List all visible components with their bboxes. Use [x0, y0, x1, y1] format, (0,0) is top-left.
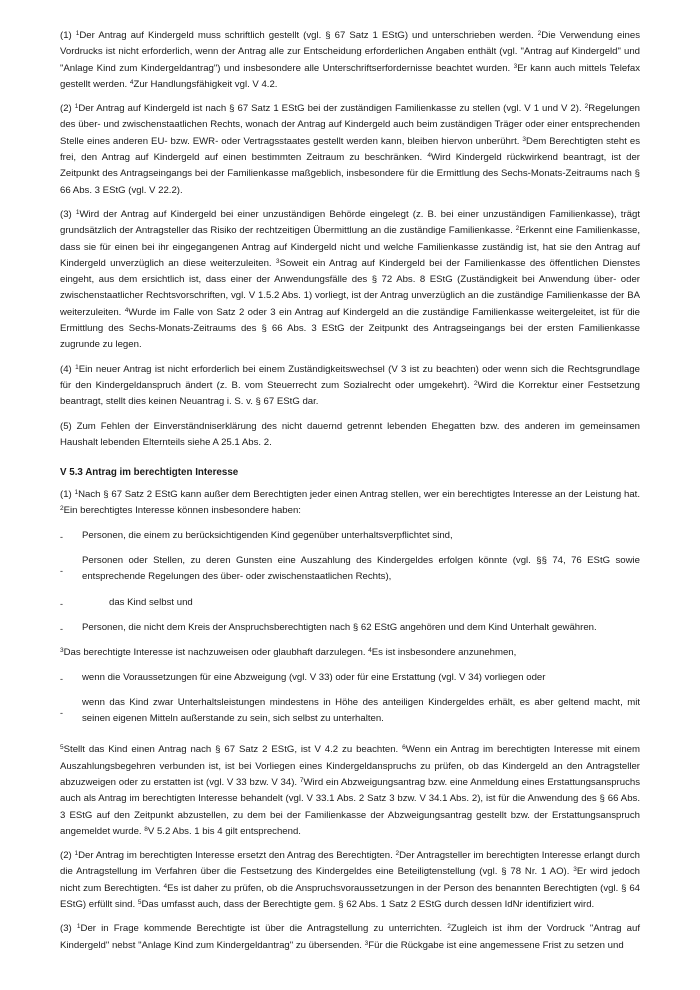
sentence-number: 6	[402, 744, 406, 752]
text-run: (1)	[60, 30, 76, 41]
dash-bullet-icon: -	[60, 623, 63, 634]
section-heading: V 5.3 Antrag im berechtigten Interesse	[60, 467, 239, 479]
text-run: (2)	[60, 850, 75, 862]
dash-bullet-icon: -	[60, 598, 63, 609]
sentence-number: 2	[537, 30, 542, 37]
sentence-number: 4	[129, 78, 134, 86]
dash-bullet-icon: -	[60, 707, 63, 718]
sentence-number: 1	[74, 489, 79, 497]
paragraph	[60, 645, 640, 661]
text-run: Das berechtigte Interesse ist nachzuweisen oder glaubhaft darzulegen.	[63, 647, 369, 659]
dash-bullet-icon: -	[60, 566, 63, 577]
text-run: Personen, die nicht dem Kreis der Anspruchsberechtigten nach § 62 EStG angehören und dem Kind Unterhalt gewähren.	[82, 621, 597, 633]
text-run: Soweit ein Antrag auf Kindergeld bei der Familienkasse des öffentlichen Dienstes eingeht, aus dem ersichtlich ist, dass einer der Anwendungsfälle des § 72 Abs. 8 EStG (Zuständigkeit bei Anwendung über- oder zwischenstaatlicher Rechtsvorschriften, vgl. V 1.5.2 Abs. 1) vorliegt, ist der Antrag unverzüglich an die zuständige Familienkasse der BA weiterzuleiten.	[60, 257, 640, 318]
sentence-number: 2	[515, 225, 520, 233]
sentence-number: 3	[513, 62, 518, 70]
sentence-number: 4	[124, 306, 129, 314]
text-run: Dem Berechtigten steht es frei, den Antrag auf Kindergeld auf einen bestimmten Zeitraum zu beschränken.	[60, 135, 640, 164]
text-run: (1)	[60, 489, 75, 501]
paragraph	[60, 742, 640, 840]
text-run: (2)	[60, 103, 75, 115]
sentence-number: 4	[163, 882, 168, 890]
text-run: wenn das Kind zwar Unterhaltsleistungen mindestens in Höhe des anteiligen Kindergeldes erhält, es aber geltend macht, mit seinen eigenen Mitteln außerstande zu sein, sich selbst zu unterhalten.	[82, 696, 640, 725]
paragraph	[60, 487, 640, 520]
list-item	[60, 695, 640, 728]
sentence-number: 3	[60, 647, 64, 655]
sentence-number: 2	[395, 850, 400, 858]
text-run: Die Verwendung eines Vordrucks ist nicht erforderlich, wenn der Antrag alle zur Entscheidung erforderlichen Angaben enthält (vgl. "Antrag auf Kindergeld" und "Anlage Kind zum Kindergeldantrag") und insbesondere alle Unterschriftserfordernisse beachtet wurden.	[60, 30, 640, 74]
paragraph	[60, 419, 640, 452]
sentence-number: 2	[584, 103, 589, 111]
text-run: (3)	[60, 208, 76, 220]
text-run: Der Antrag auf Kindergeld ist nach § 67 Satz 1 EStG bei der zuständigen Familienkasse zu stellen (vgl. V 1 und V 2).	[78, 103, 585, 115]
text-run: Wurde im Falle von Satz 2 oder 3 ein Antrag auf Kindergeld an die zuständige Familienkasse weitergeleitet, ist für die Ermittlung des Sechs-Monats-Zeitraums des § 66 Abs. 3 EStG der Zeitpunkt des Antragseingangs bei der ersten Familienkasse zugrunde zu legen.	[60, 306, 640, 351]
text-run: (3)	[60, 923, 77, 935]
sentence-number: 1	[75, 30, 80, 37]
list-item	[60, 670, 640, 686]
list-item	[60, 528, 640, 544]
text-run: Wird der Antrag auf Kindergeld bei einer unzuständigen Behörde eingelegt (z. B. bei einer unzuständigen Familienkasse), trägt grundsätzlich der Antragsteller das Risiko der rechtzeitigen Übermittlung an die zuständige Familienkasse.	[60, 208, 640, 237]
text-run: (5) Zum Fehlen der Einverständniserklärung des nicht dauernd getrennt lebenden Ehegatten bzw. des anderen im gemeinsamen Haushalt lebenden Elternteils siehe A 25.1 Abs. 2.	[60, 420, 640, 448]
paragraph	[60, 28, 640, 93]
sentence-number: 5	[137, 899, 142, 907]
text-run: V 5.2 Abs. 1 bis 4 gilt entsprechend.	[147, 825, 301, 837]
sentence-number: 7	[299, 776, 304, 784]
text-run: Zur Handlungsfähigkeit vgl. V 4.2.	[133, 78, 278, 90]
text-run: Wird Kindergeld rückwirkend beantragt, ist der Zeitpunkt des Antragseingangs bei der Familienkasse maßgeblich, insbesondere für die Ermittlung des Sechs-Monats-Zeitraums nach § 66 Abs. 3 EStG (vgl. V 22.2).	[60, 152, 640, 196]
text-run: Es ist insbesondere anzunehmen,	[371, 647, 517, 659]
text-run: Der Antragsteller im berechtigten Interesse erlangt durch die Antragstellung im Verfahren über die Festsetzung des Kindergeldes eine Beteiligtenstellung (vgl. § 78 Nr. 1 AO).	[60, 850, 641, 878]
sentence-number: 1	[75, 363, 79, 371]
sentence-number: 2	[60, 505, 64, 513]
text-run: Nach § 67 Satz 2 EStG kann außer dem Berechtigten jeder einen Antrag stellen, wer ein berechtigtes Interesse an der Leistung hat.	[78, 489, 640, 501]
text-run: Personen, die einem zu berücksichtigenden Kind gegenüber unterhaltsverpflichtet sind,	[82, 529, 453, 541]
text-run: Wird ein Abzweigungsantrag bzw. eine Anmeldung eines Erstattungsanspruchs auch als Antrag im berechtigten Interesse behandelt (vgl. V 33.1 Abs. 2 Satz 3 bzw. V 34.1 Abs. 2), ist für die Anwendung des § 66 Abs. 3 EStG auf den Zeitpunkt abzustellen, zu dem bei der Familienkasse der Abzweigungsantrag gestellt bzw. der Erstattungsanspruch angemeldet wurde.	[60, 776, 640, 837]
text-run: Für die Rückgabe ist eine angemessene Frist zu setzen und	[368, 939, 624, 951]
text-run: Erkennt eine Familienkasse, dass sie für einen bei ihr eingegangenen Antrag auf Kindergeld nicht und welche Familienkasse zuständig ist, hat sie den Antrag auf Kindergeld unverzüglich an diese weiterzuleiten.	[60, 225, 640, 269]
sentence-number: 3	[573, 866, 577, 874]
text-run: Wird die Korrektur einer Festsetzung beantragt, stellt dies keinen Neuantrag i. S. v. § 67 EStG dar.	[60, 379, 640, 408]
text-run: Regelungen des über- und zwischenstaatlichen Rechts, wonach der Antrag auf Kindergeld auch beim zuständigen Träger oder einer entsprechenden Stelle eines anderen EU- bzw. EWR- oder Vertragsstaates gestellt werden kann, bleiben hiervon unberührt.	[60, 103, 641, 147]
text-run: Stellt das Kind einen Antrag nach § 67 Satz 2 EStG, ist V 4.2 zu beachten.	[63, 744, 403, 756]
text-run: Wenn ein Antrag im berechtigten Interesse mit einem Auszahlungsbegehren verbunden ist, ist bei Vorliegen eines Kindergeldanspruchs zu prüfen, ob das Kindergeld an den Antragsteller abzuzweigen oder zu erstatten ist (vgl. V 33 bzw. V 34).	[60, 744, 640, 788]
text-run: Der Antrag im berechtigten Interesse ersetzt den Antrag des Berechtigten.	[78, 850, 396, 862]
list-item	[60, 620, 640, 636]
paragraph	[60, 101, 640, 199]
sentence-number: 1	[75, 208, 80, 216]
list-item	[60, 553, 640, 586]
sentence-number: 3	[275, 257, 280, 265]
sentence-number: 3	[522, 135, 527, 143]
sentence-number: 5	[60, 744, 64, 752]
text-run: Er wird jedoch nicht zum Berechtigten.	[60, 866, 640, 894]
dash-bullet-icon: -	[60, 531, 63, 542]
text-run: Das umfasst auch, dass der Berechtigte gem. § 62 Abs. 1 Satz 2 EStG durch dessen IdNr identifiziert wird.	[141, 899, 595, 911]
paragraph	[60, 921, 640, 954]
paragraph	[60, 848, 640, 913]
text-run: (4)	[60, 363, 76, 375]
sentence-number: 4	[368, 647, 372, 655]
sentence-number: 2	[447, 923, 451, 931]
sentence-number: 1	[74, 103, 79, 111]
sentence-number: 1	[74, 850, 79, 858]
text-run: Zugleich ist ihm der Vordruck "Antrag auf Kindergeld" nebst "Anlage Kind zum Kindergeldantrag" zu übersenden.	[60, 923, 640, 951]
text-run: Es ist daher zu prüfen, ob die Anspruchsvoraussetzungen in der Person des benannten Berechtigten (vgl. § 64 EStG) erfüllt sind.	[60, 882, 641, 911]
sentence-number: 8	[144, 825, 148, 833]
paragraph	[60, 362, 640, 411]
dash-bullet-icon: -	[60, 673, 63, 684]
text-run: Der Antrag auf Kindergeld muss schriftlich gestellt (vgl. § 67 Satz 1 EStG) und unterschrieben werden.	[79, 30, 538, 41]
sentence-number: 2	[473, 379, 478, 387]
text-run: wenn die Voraussetzungen für eine Abzweigung (vgl. V 33) oder für eine Erstattung (vgl. V 34) vorliegen oder	[82, 671, 546, 683]
sentence-number: 4	[427, 152, 431, 160]
paragraph	[60, 207, 640, 354]
text-run: Der in Frage kommende Berechtigte ist über die Antragstellung zu unterrichten.	[80, 923, 448, 935]
list-item	[60, 595, 640, 611]
text-run: Er kann auch mittels Telefax gestellt werden.	[60, 62, 641, 90]
text-run: das Kind selbst und	[109, 596, 193, 608]
sentence-number: 3	[364, 939, 369, 947]
sentence-number: 1	[76, 923, 81, 931]
text-run: Personen oder Stellen, zu deren Gunsten eine Auszahlung des Kindergeldes erfolgen könnte (vgl. §§ 74, 76 EStG sowie entsprechende Regelungen des über- oder zwischenstaatlichen Rechts),	[82, 555, 640, 583]
text-run: Ein berechtigtes Interesse können insbesondere haben:	[63, 505, 301, 517]
text-run: Ein neuer Antrag ist nicht erforderlich bei einem Zuständigkeitswechsel (V 3 ist zu beachten) oder wenn sich die Rechtsgrundlage für den Kindergeldanspruch ändert (z. B. vom Steuerrecht zum Sozialrecht oder umgekehrt).	[60, 363, 640, 391]
